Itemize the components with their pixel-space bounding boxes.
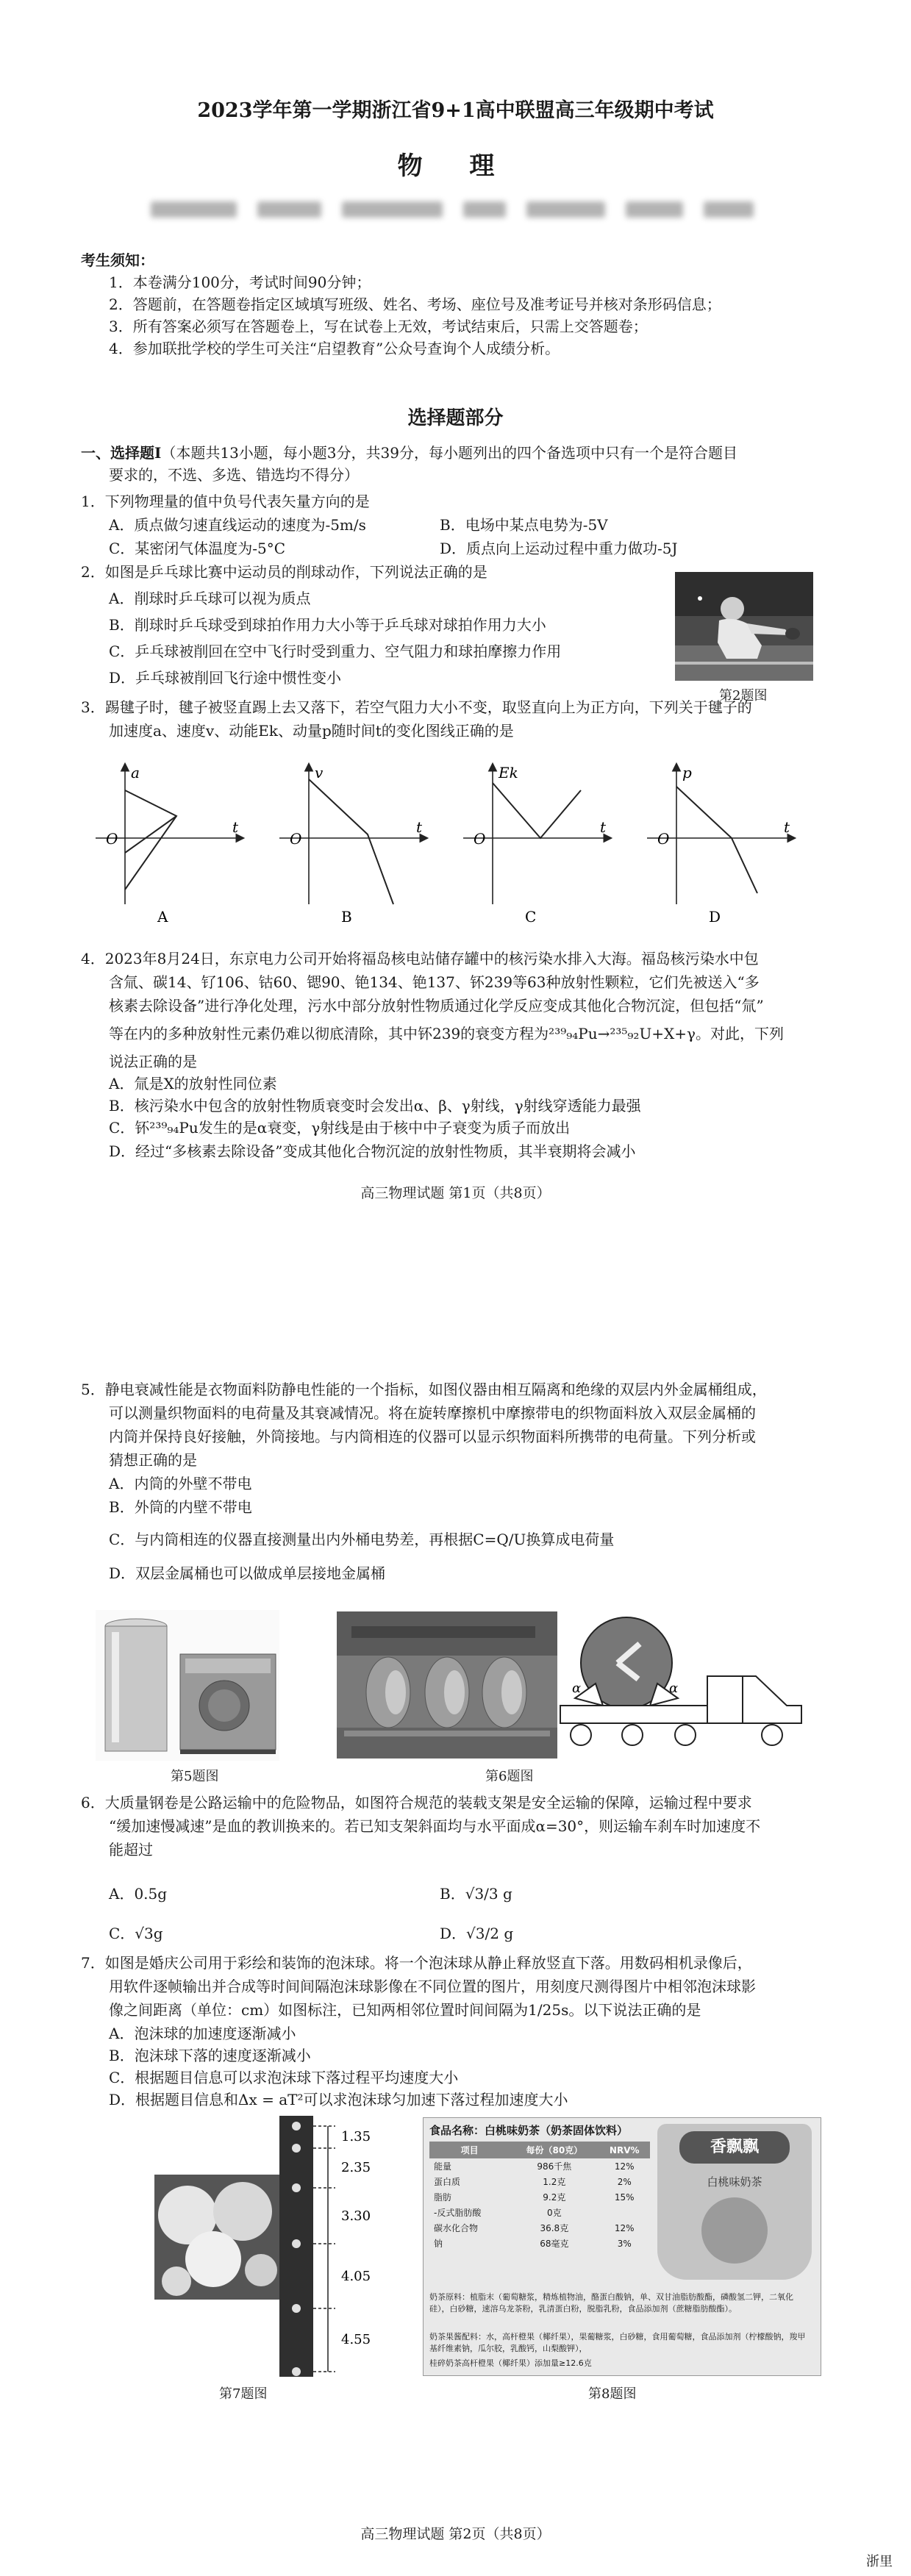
q4-option-b: B．核污染水中包含的放射性物质衰变时会发出α、β、γ射线，γ射线穿透能力最强 [109, 1097, 641, 1115]
table-cell: 15% [614, 2192, 635, 2203]
q5-line-2: 可以测量织物面料的电荷量及其衰减情况。将在旋转摩擦机中摩擦带电的织物面料放入双层金属桶的 [109, 1404, 756, 1422]
q6-option-a: A．0.5g [109, 1885, 168, 1903]
notice-item: 1．本卷满分100分，考试时间90分钟； [109, 273, 371, 291]
redacted-line [151, 197, 754, 222]
fig5-caption: 第5题图 [171, 1769, 219, 1784]
fig7-foam-ball-figure [154, 2116, 397, 2380]
fig8-caption: 第8题图 [588, 2386, 637, 2402]
graph-c-origin: O [474, 830, 486, 848]
q7-option-c: C．根据题目信息可以求泡沫球下落过程平均速度大小 [109, 2069, 459, 2086]
section-title: 选择题部分 [407, 407, 504, 429]
q5-option-b: B．外筒的内壁不带电 [109, 1498, 252, 1516]
q6-line-3: 能超过 [109, 1841, 153, 1858]
graph-b [279, 764, 426, 926]
table-row [429, 2189, 650, 2205]
distance-label: 3.30 [341, 2208, 371, 2224]
page-footer-2: 高三物理试题 第2页（共8页） [360, 2526, 551, 2542]
graph-d-option: D [709, 908, 721, 926]
graph-a-ylabel: a [131, 764, 140, 781]
subject-title: 物 理 [397, 151, 514, 181]
nutrition-header-row [429, 2142, 650, 2158]
q4-line-2: 含氚、碳14、钌106、钴60、锶90、铯134、铯137、钚239等63种放射性颗粒，它们先被送入“多 [109, 973, 760, 991]
q4-option-c: C．钚²³⁹₉₄Pu发生的是α衰变，γ射线是由于核中中子衰变为质子而放出 [109, 1119, 571, 1137]
q2-stem: 2．如图是乒乓球比赛中运动员的削球动作，下列说法正确的是 [81, 563, 487, 581]
q1-option-d: D．质点向上运动过程中重力做功-5J [440, 540, 678, 557]
ingredients-text: 奶茶原料：植脂末（葡萄糖浆，精炼植物油，酪蛋白酸钠，单、双甘油脂肪酸酯，磷酸氢二钾，二氧化硅），白砂糖，速溶乌龙茶粉，乳清蛋白粉，脱脂乳粉，食品添加剂（蔗糖脂肪酸酯）。 [429, 2292, 793, 2314]
watermark: 浙里 [866, 2554, 893, 2569]
table-cell: 986千焦 [537, 2161, 572, 2172]
q4-option-d: D．经过“多核素去除设备”变成其他化合物沉淀的放射性物质，其半衰期将会减小 [109, 1142, 636, 1160]
label-note: 桂碎奶茶高杆橙果（椰纤果）添加量≥12.6克 [429, 2358, 592, 2368]
q7-option-b: B．泡沫球下落的速度逐渐减小 [109, 2047, 311, 2064]
fig5-instrument-photo [96, 1610, 279, 1761]
notice-heading: 考生须知： [81, 251, 154, 269]
table-cell: 12% [614, 2222, 635, 2233]
nutrition-header: 项目 [460, 2145, 479, 2155]
graph-a-xlabel: t [232, 818, 239, 836]
notice-item: 4．参加联批学校的学生可关注“启望教育”公众号查询个人成绩分析。 [109, 340, 560, 357]
nutrition-table [429, 2142, 650, 2251]
table-cell: 蛋白质 [434, 2177, 461, 2187]
table-row [429, 2220, 650, 2236]
table-cell: 1.2克 [543, 2177, 566, 2187]
table-cell: 36.8克 [540, 2223, 569, 2233]
q5-option-c: C．与内筒相连的仪器直接测量出内外桶电势差，再根据C=Q/U换算成电荷量 [109, 1531, 615, 1548]
distance-label: 1.35 [341, 2129, 371, 2144]
q2-caption: 第2题图 [719, 688, 768, 704]
table-cell [599, 2205, 650, 2220]
graph-d-origin: O [657, 830, 670, 848]
alpha-left: α [572, 1681, 582, 1696]
table-cell: -反式脂肪酸 [434, 2208, 482, 2218]
graph-b-xlabel: t [416, 818, 423, 836]
product-cup-image [657, 2124, 812, 2280]
fig6-truck-diagram [559, 1611, 809, 1759]
notice-item: 3．所有答案必须写在答题卷上，写在试卷上无效，考试结束后，只需上交答题卷； [109, 318, 648, 335]
graph-c-ylabel: Ek [499, 764, 518, 781]
q6-line-1: 6．大质量钢卷是公路运输中的危险物品，如图符合规范的装载支架是安全运输的保障，运输过程中要求 [81, 1794, 752, 1811]
table-cell: 钠 [434, 2239, 443, 2249]
q7-line-3: 像之间距离（单位：cm）如图标注，已知两相邻位置时间间隔为1/25s。以下说法正确的是 [109, 2001, 701, 2019]
q7-line-1: 7．如图是婚庆公司用于彩绘和装饰的泡沫球。将一个泡沫球从静止释放竖直下落。用数码相机录像后， [81, 1954, 752, 1972]
graph-b-origin: O [290, 830, 302, 848]
q4-line-5: 说法正确的是 [109, 1053, 197, 1070]
q2-option-c: C．乒乓球被削回在空中飞行时受到重力、空气阻力和球拍摩擦力作用 [109, 643, 562, 660]
fruit-ingredients-text: 奶茶果酱配料：水，高杆橙果（椰纤果），果葡糖浆，白砂糖，食用葡萄糖，食品添加剂（柠檬酸钠，羧甲基纤维素钠，瓜尔胶，乳酸钙，山梨酸钾）， [429, 2332, 806, 2353]
q3-graphs [96, 750, 831, 926]
q2-option-d: D．乒乓球被削回飞行途中惯性变小 [109, 669, 342, 687]
part1-text: （本题共13小题，每小题3分，共39分，每小题列出的四个备选项中只有一个是符合题目 [161, 444, 737, 462]
graph-c [463, 764, 610, 926]
notice-item: 2．答题前，在答题卷指定区域填写班级、姓名、考场、座位号及准考证号并核对条形码信息； [109, 296, 721, 313]
alpha-right: α [669, 1681, 679, 1696]
label-product-name: 食品名称：白桃味奶茶（奶茶固体饮料） [429, 2124, 629, 2137]
table-cell: 2% [617, 2176, 632, 2187]
q4-line-4: 等在内的多种放射性元素仍难以彻底清除，其中钚239的衰变方程为²³⁹₉₄Pu→²³⁵₉₂U+X+γ。对此，下列 [109, 1025, 785, 1042]
table-cell: 碳水化合物 [434, 2223, 479, 2233]
q5-line-3: 内筒并保持良好接触，外筒接地。与内筒相连的仪器可以显示织物面料所携带的电荷量。下列分析或 [109, 1428, 756, 1445]
table-row [429, 2174, 650, 2189]
graph-d-ylabel: p [682, 764, 692, 781]
graph-d-xlabel: t [784, 818, 790, 836]
q4-line-3: 核素去除设备”进行净化处理，污水中部分放射性物质通过化学反应变成其他化合物沉淀，但包括“氚” [109, 997, 764, 1015]
table-row [429, 2205, 650, 2220]
graph-a-option: A [157, 908, 168, 926]
part1-label: 一、选择题Ⅰ [81, 444, 162, 462]
brand-logo: 香飘飘 [679, 2131, 790, 2164]
q1-stem: 1．下列物理量的值中负号代表矢量方向的是 [81, 493, 370, 510]
q1-option-a: A．质点做匀速直线运动的速度为-5m/s [109, 516, 366, 534]
q5-option-a: A．内筒的外壁不带电 [109, 1475, 252, 1492]
q6-option-d: D．√3/2 g [440, 1925, 514, 1942]
q5-line-1: 5．静电衰减性能是衣物面料防静电性能的一个指标，如图仪器由相互隔离和绝缘的双层内外金属桶组成， [81, 1381, 767, 1398]
table-cell: 68毫克 [540, 2239, 569, 2249]
q4-line-1: 4．2023年8月24日，东京电力公司开始将福岛核电站储存罐中的核污染水排入大海。福岛核污染水中包 [81, 950, 759, 967]
q5-line-4: 猜想正确的是 [109, 1451, 197, 1469]
part1-intro [81, 443, 737, 463]
graph-b-option: B [341, 908, 352, 926]
graph-a [96, 764, 243, 926]
q6-line-2: “缓加速慢减速”是血的教训换来的。若已知支架斜面均与水平面成α=30°，则运输车刹车时加速度不 [109, 1817, 761, 1835]
q7-option-d: D．根据题目信息和Δx = aT²可以求泡沫球匀加速下落过程加速度大小 [109, 2091, 568, 2108]
q1-option-c: C．某密闭气体温度为-5°C [109, 540, 286, 557]
graph-b-ylabel: v [315, 764, 324, 781]
q6-option-c: C．√3g [109, 1925, 163, 1942]
nutrition-header: NRV% [609, 2144, 640, 2155]
fig6-steel-coil-photo [337, 1611, 557, 1759]
distance-label: 4.05 [341, 2269, 371, 2284]
pingpong-photo [675, 572, 813, 681]
fig7-caption: 第7题图 [219, 2386, 268, 2402]
table-cell: 0克 [547, 2208, 562, 2218]
q2-option-a: A．削球时乒乓球可以视为质点 [109, 590, 311, 607]
q7-option-a: A．泡沫球的加速度逐渐减小 [109, 2025, 296, 2042]
fig6-caption: 第6题图 [485, 1769, 534, 1784]
distance-label: 2.35 [341, 2160, 371, 2175]
cup-illustration [701, 2197, 768, 2264]
nutrition-header: 每份（80克） [526, 2145, 583, 2155]
table-cell: 9.2克 [543, 2192, 566, 2203]
q6-option-b: B．√3/3 g [440, 1885, 512, 1903]
q5-option-d: D．双层金属桶也可以做成单层接地金属桶 [109, 1564, 386, 1582]
table-cell: 脂肪 [434, 2192, 452, 2203]
graph-a-origin: O [106, 830, 118, 848]
graph-d [647, 764, 794, 926]
q3-stem-2: 加速度a、速度v、动能Ek、动量p随时间t的变化图线正确的是 [109, 722, 514, 740]
table-row [429, 2158, 650, 2174]
table-cell: 12% [614, 2161, 635, 2172]
exam-title: 2023学年第一学期浙江省9+1高中联盟高三年级期中考试 [197, 99, 714, 122]
graph-c-option: C [525, 908, 537, 926]
distance-label: 4.55 [341, 2332, 371, 2347]
q4-option-a: A．氚是X的放射性同位素 [109, 1075, 277, 1092]
q7-line-2: 用软件逐帧输出并合成等时间间隔泡沫球影像在不同位置的图片，用刻度尺测得图片中相邻泡沫球影 [109, 1978, 756, 1995]
part1-text2: 要求的，不选、多选、错选均不得分） [109, 466, 359, 484]
q3-stem: 3．踢毽子时，毽子被竖直踢上去又落下，若空气阻力大小不变，取竖直向上为正方向，下列关于毽子的 [81, 698, 752, 716]
fig8-food-label [423, 2117, 821, 2376]
table-cell: 3% [617, 2238, 632, 2249]
q2-option-b: B．削球时乒乓球受到球拍作用力大小等于乒乓球对球拍作用力大小 [109, 616, 546, 634]
table-cell: 能量 [434, 2161, 452, 2172]
page-footer-1: 高三物理试题 第1页（共8页） [360, 1185, 551, 1201]
table-row [429, 2236, 650, 2251]
graph-c-xlabel: t [600, 818, 607, 836]
cup-flavor-text: 白桃味奶茶 [707, 2175, 762, 2189]
q1-option-b: B．电场中某点电势为-5V [440, 516, 608, 534]
